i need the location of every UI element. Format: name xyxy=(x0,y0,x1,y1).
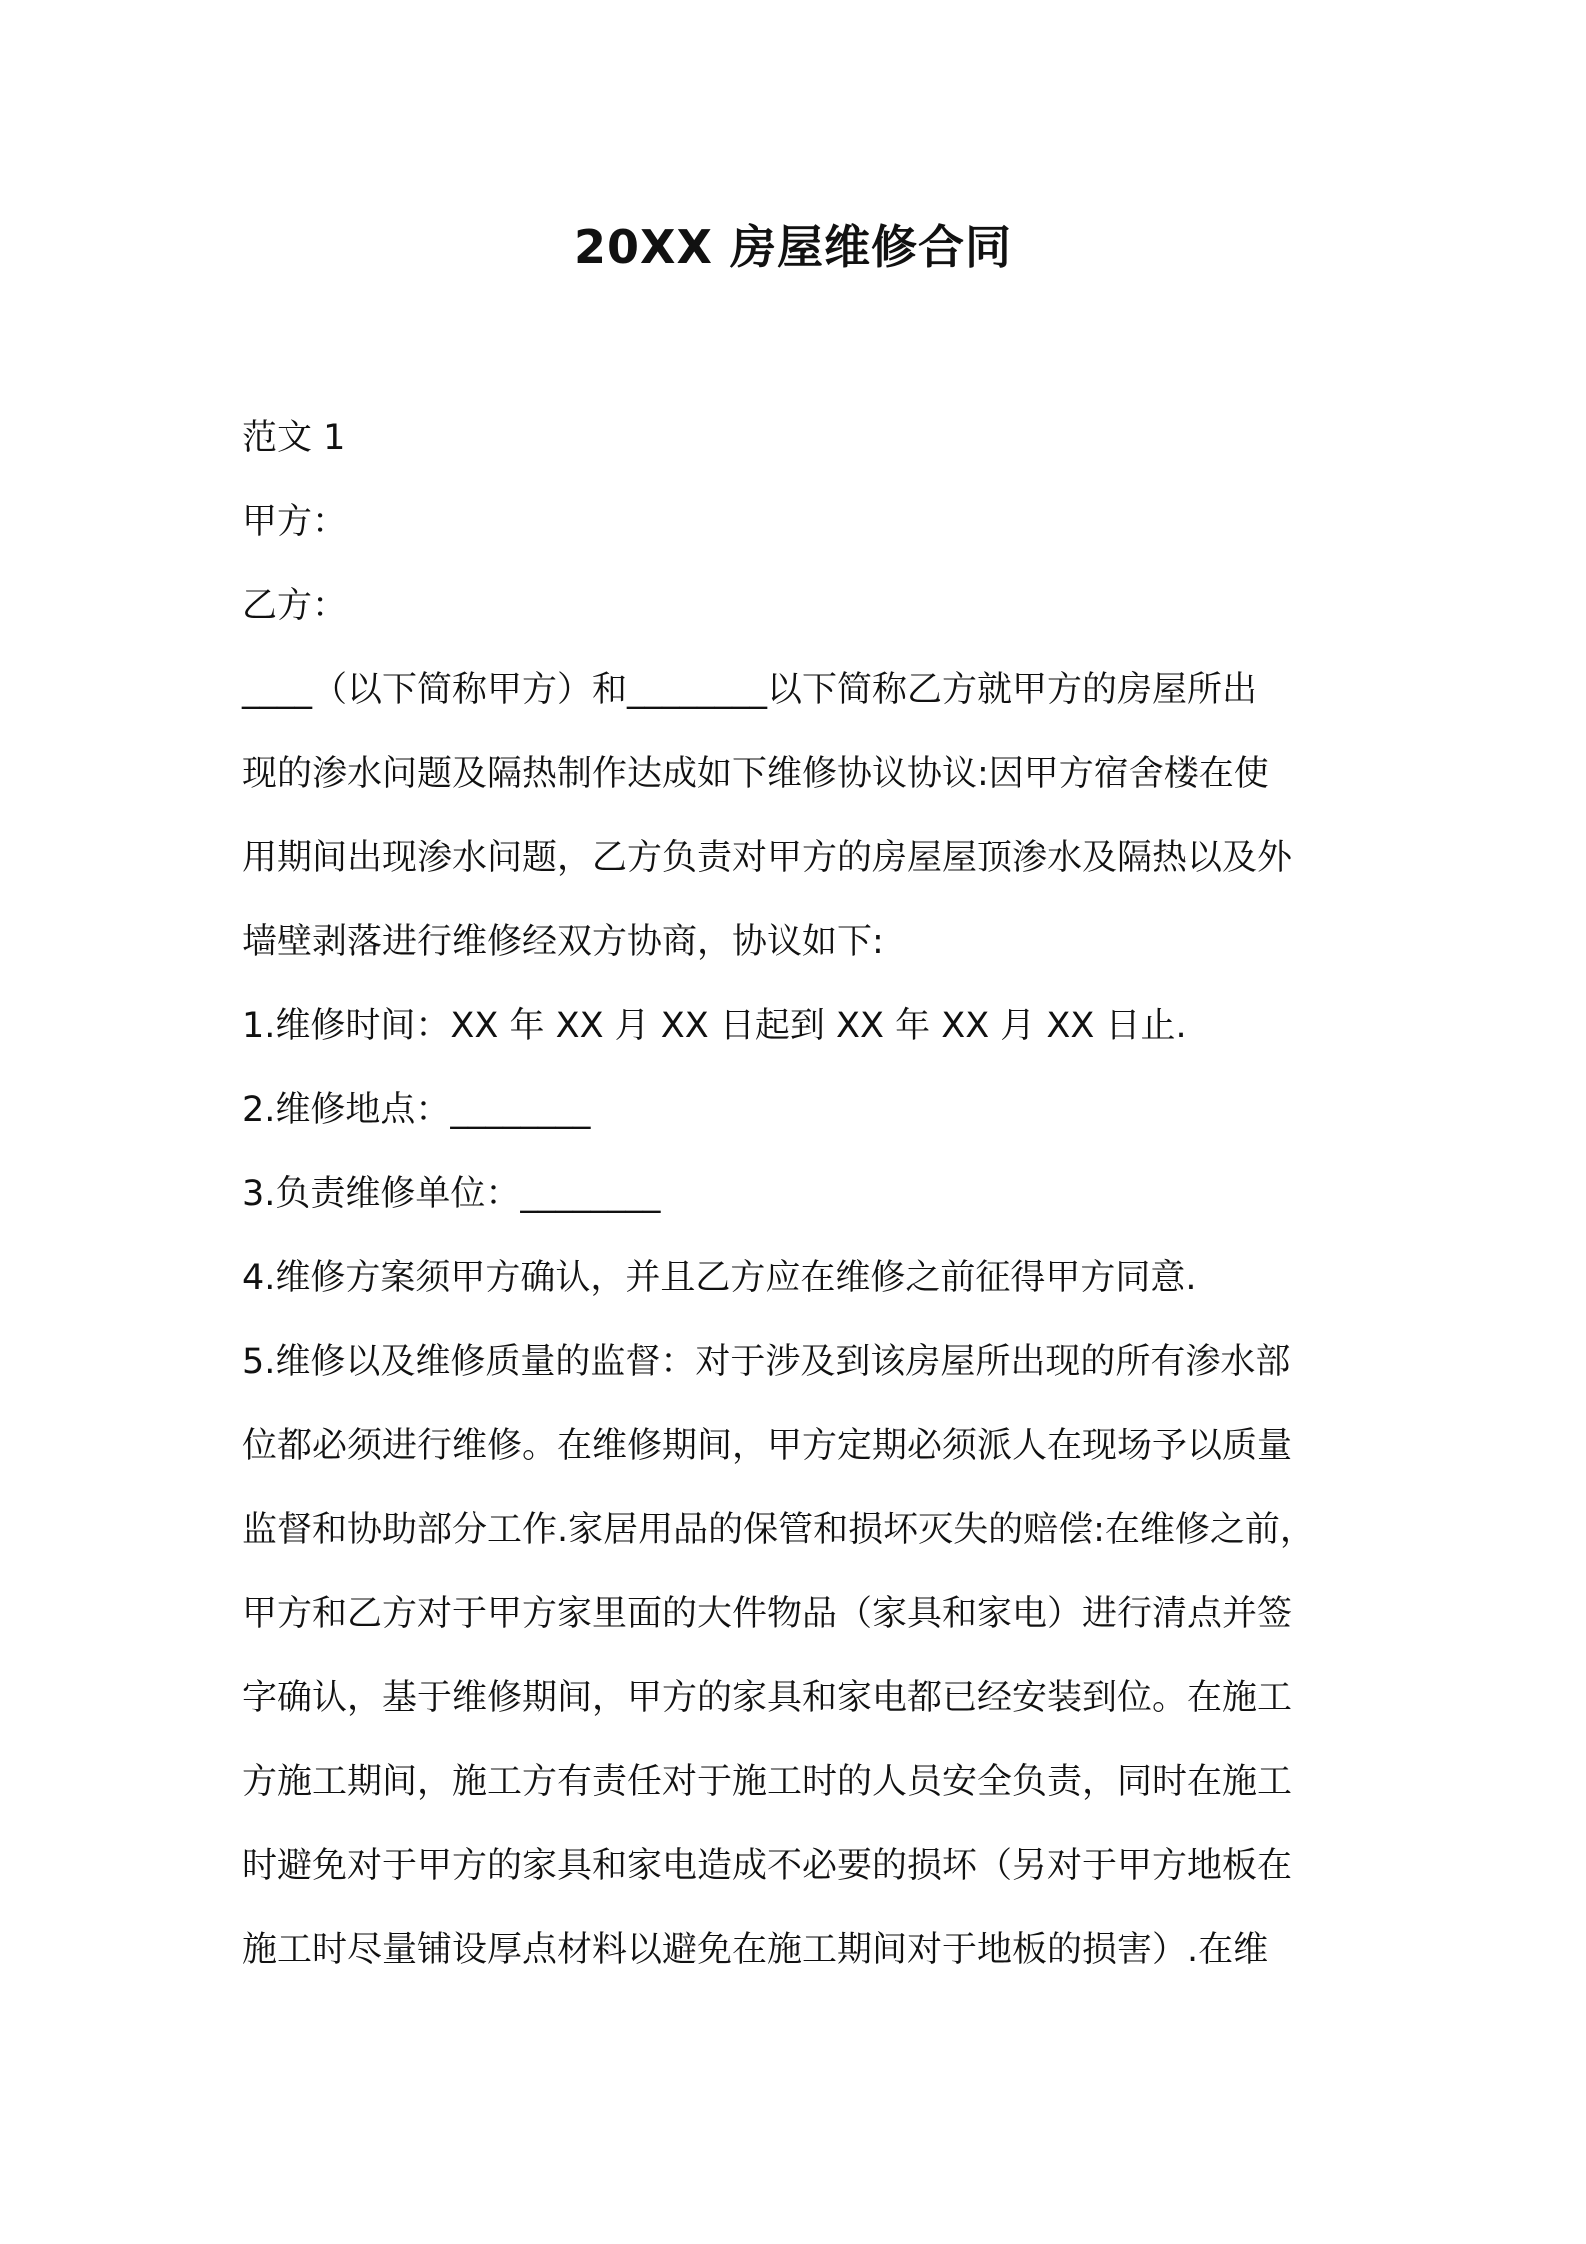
clause-4-repair-plan: 4.维修方案须甲方确认，并且乙方应在维修之前征得甲方同意. xyxy=(242,1258,1197,1298)
party-a-label: 甲方： xyxy=(242,502,348,542)
clause-5-line: 施工时尽量铺设厚点材料以避免在施工期间对于地板的损害）.在维 xyxy=(242,1930,1269,1970)
sample-heading: 范文 1 xyxy=(242,418,346,458)
intro-paragraph-line: 现的渗水问题及隔热制作达成如下维修协议协议:因甲方宿舍楼在使 xyxy=(242,754,1269,794)
document-title: 20XX 房屋维修合同 xyxy=(574,220,1012,274)
intro-paragraph-line: ____（以下简称甲方）和________以下简称乙方就甲方的房屋所出 xyxy=(242,670,1258,710)
clause-5-line: 方施工期间，施工方有责任对于施工时的人员安全负责，同时在施工 xyxy=(242,1762,1293,1802)
document-body xyxy=(242,396,1372,1992)
clause-5-line: 5.维修以及维修质量的监督：对于涉及到该房屋所出现的所有渗水部 xyxy=(242,1342,1291,1382)
clause-1-repair-time: 1.维修时间：XX 年 XX 月 XX 日起到 XX 年 XX 月 XX 日止. xyxy=(242,1006,1187,1046)
clause-5-line: 位都必须进行维修。在维修期间，甲方定期必须派人在现场予以质量 xyxy=(242,1426,1293,1466)
clause-5-line: 字确认，基于维修期间，甲方的家具和家电都已经安装到位。在施工 xyxy=(242,1678,1293,1718)
clause-5-line: 甲方和乙方对于甲方家里面的大件物品（家具和家电）进行清点并签 xyxy=(242,1594,1293,1634)
intro-paragraph-line: 墙壁剥落进行维修经双方协商，协议如下: xyxy=(242,922,884,962)
clause-2-repair-location: 2.维修地点：________ xyxy=(242,1090,591,1130)
clause-3-repair-unit: 3.负责维修单位：________ xyxy=(242,1174,661,1214)
clause-5-line: 监督和协助部分工作.家居用品的保管和损坏灭失的赔偿:在维修之前， xyxy=(242,1510,1315,1550)
intro-paragraph-line: 用期间出现渗水问题，乙方负责对甲方的房屋屋顶渗水及隔热以及外 xyxy=(242,838,1293,878)
party-b-label: 乙方： xyxy=(242,586,348,626)
clause-5-line: 时避免对于甲方的家具和家电造成不必要的损坏（另对于甲方地板在 xyxy=(242,1846,1293,1886)
